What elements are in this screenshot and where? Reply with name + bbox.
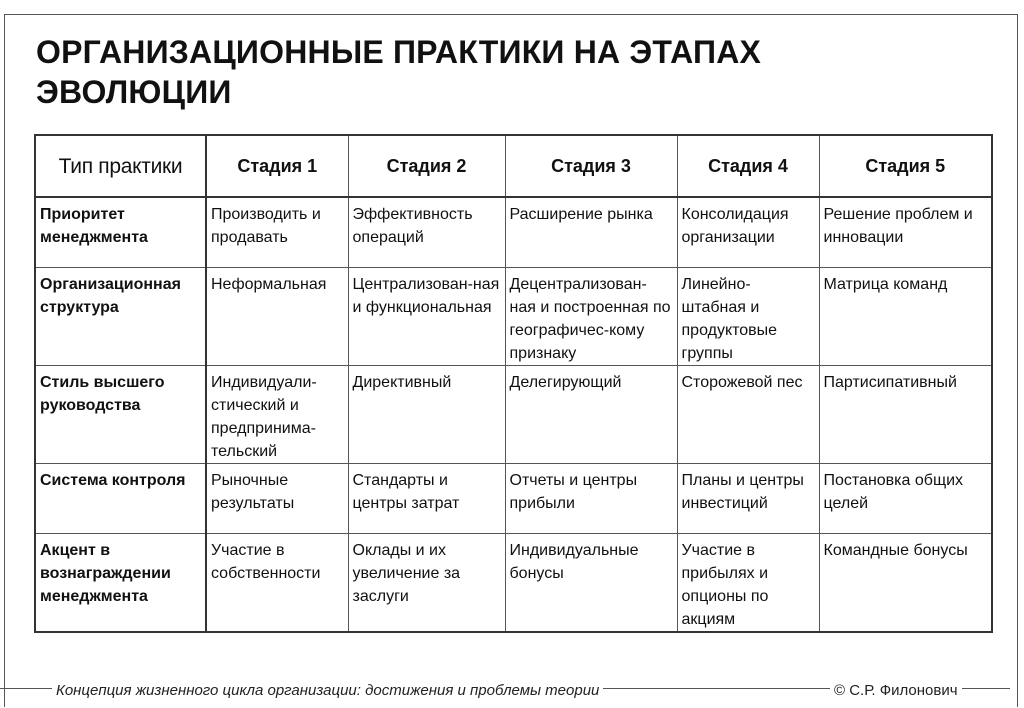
footer-source: Концепция жизненного цикла организации: достижения и проблемы теории — [52, 682, 603, 704]
table-cell: Решение проблем и инновации — [819, 197, 992, 267]
header-stage-2: Стадия 2 — [348, 135, 505, 197]
table-cell: Участие в собственности — [206, 533, 348, 632]
table-cell: Производить и продавать — [206, 197, 348, 267]
row-label: Акцент в вознаграждении менеджмента — [35, 533, 206, 632]
row-label: Система контроля — [35, 463, 206, 533]
table-cell: Сторожевой пес — [677, 365, 819, 463]
table-cell: Матрица команд — [819, 267, 992, 365]
footer-copyright: © С.Р. Филонович — [830, 682, 962, 699]
practices-table — [34, 134, 993, 633]
row-label: Приоритет менеджмента — [35, 197, 206, 267]
table-cell: Децентрализован-ная и построенная по географичес-кому признаку — [505, 267, 677, 365]
row-label: Стиль высшего руководства — [35, 365, 206, 463]
table-row — [35, 533, 992, 632]
table-cell: Эффективность операций — [348, 197, 505, 267]
table-cell: Неформальная — [206, 267, 348, 365]
table-cell: Индивидуальные бонусы — [505, 533, 677, 632]
header-practice-type: Тип практики — [35, 135, 206, 197]
table-cell: Директивный — [348, 365, 505, 463]
table-cell: Командные бонусы — [819, 533, 992, 632]
table-cell: Постановка общих целей — [819, 463, 992, 533]
slide-title: ОРГАНИЗАЦИОННЫЕ ПРАКТИКИ НА ЭТАПАХ ЭВОЛЮЦИИ — [36, 34, 762, 110]
header-stage-1: Стадия 1 — [206, 135, 348, 197]
table-cell: Участие в прибылях и опционы по акциям — [677, 533, 819, 632]
table-row — [35, 267, 992, 365]
table-cell: Расширение рынка — [505, 197, 677, 267]
header-stage-4: Стадия 4 — [677, 135, 819, 197]
table-cell: Делегирующий — [505, 365, 677, 463]
table-header-row — [35, 135, 992, 197]
table-cell: Рыночные результаты — [206, 463, 348, 533]
header-stage-3: Стадия 3 — [505, 135, 677, 197]
table-row — [35, 197, 992, 267]
table-cell: Линейно-штабная и продуктовые группы — [677, 267, 819, 365]
table-cell: Индивидуали-стический и предпринима-тельский — [206, 365, 348, 463]
table-cell: Стандарты и центры затрат — [348, 463, 505, 533]
table-cell: Централизован-ная и функциональная — [348, 267, 505, 365]
table-cell: Партисипативный — [819, 365, 992, 463]
table-row — [35, 365, 992, 463]
header-stage-5: Стадия 5 — [819, 135, 992, 197]
table-cell: Консолидация организации — [677, 197, 819, 267]
row-label: Организационная структура — [35, 267, 206, 365]
table-row — [35, 463, 992, 533]
table-cell: Отчеты и центры прибыли — [505, 463, 677, 533]
table-cell: Оклады и их увеличение за заслуги — [348, 533, 505, 632]
table-cell: Планы и центры инвестиций — [677, 463, 819, 533]
